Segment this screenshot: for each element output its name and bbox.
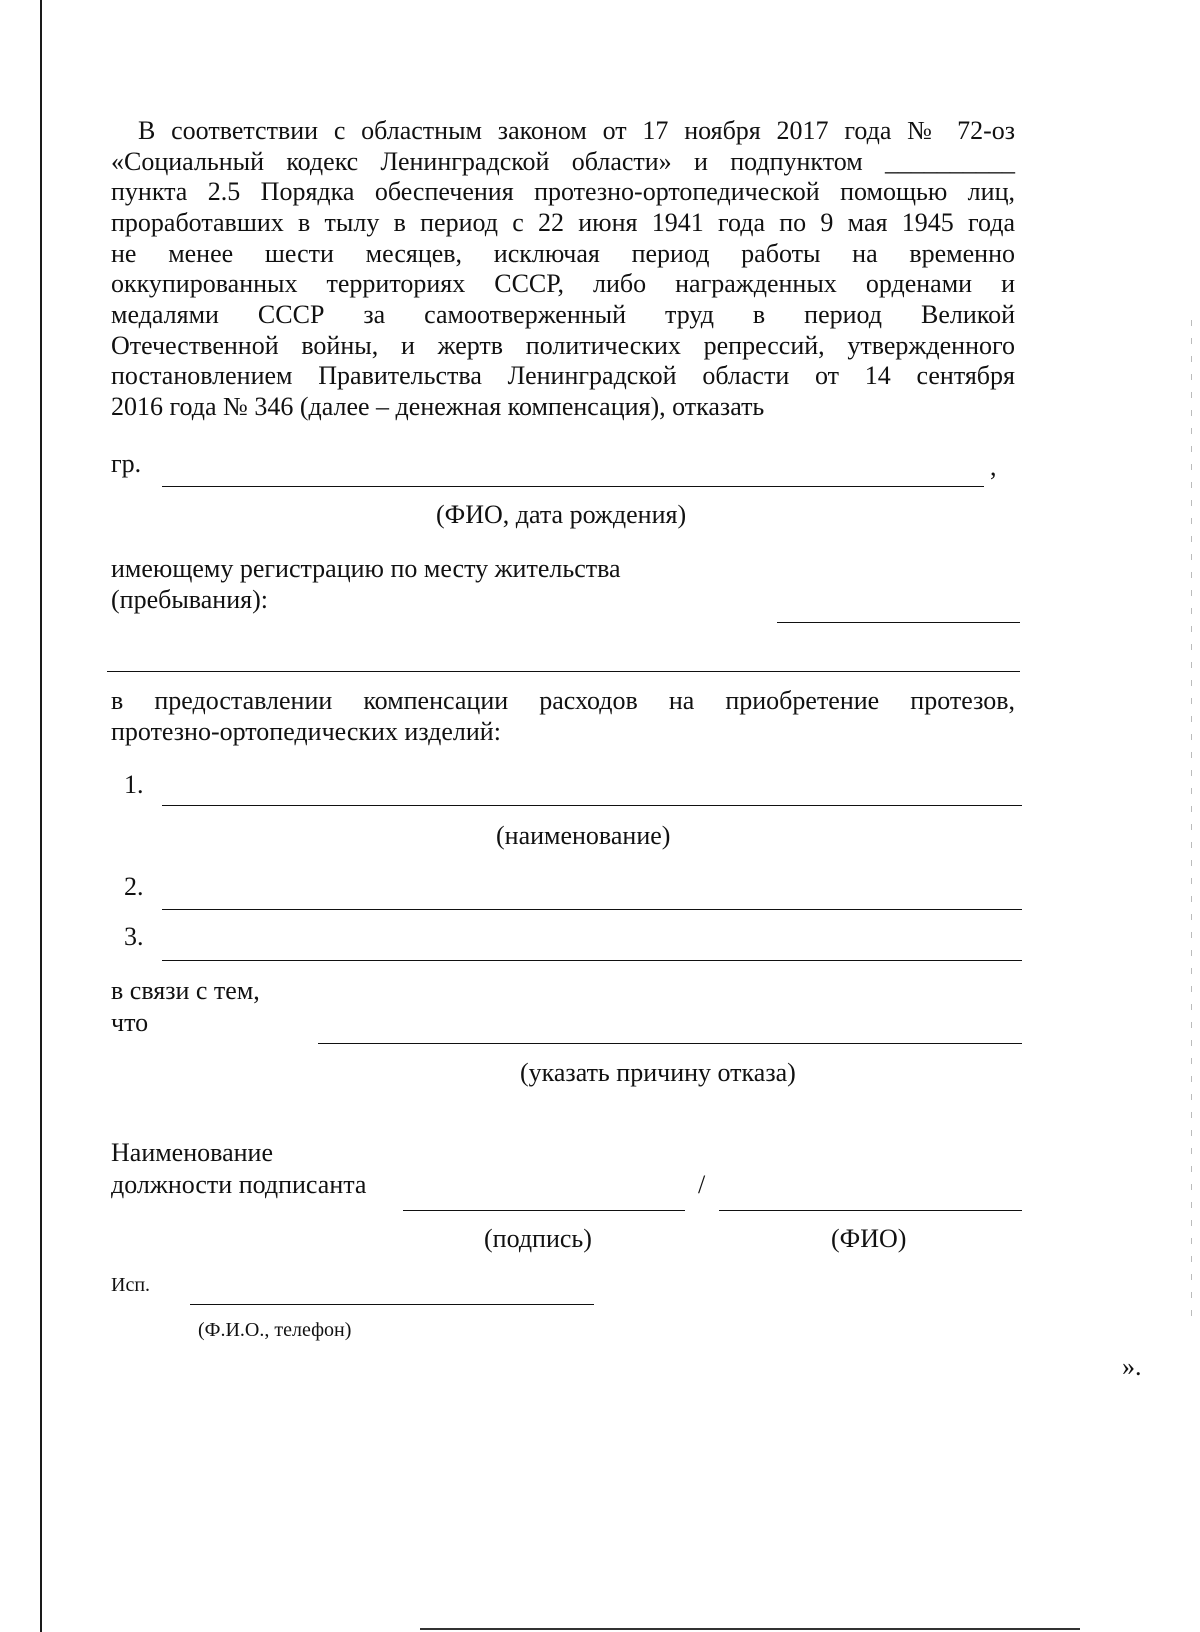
- item-caption: (наименование): [496, 821, 671, 850]
- preamble-line-4: проработавших в тылу в период с 22 июня 1941 года по 9 мая 1945 года: [111, 208, 1015, 237]
- signature-slash: /: [698, 1170, 706, 1199]
- closing-quote: ».: [1122, 1352, 1142, 1381]
- item-number-2: 2.: [124, 872, 144, 901]
- preamble-line-7: медалями СССР за самоотверженный труд в период Великой: [111, 300, 1015, 329]
- signature-caption: (подпись): [484, 1224, 592, 1253]
- item-number-3: 3.: [124, 922, 144, 951]
- executor-line: [190, 1304, 594, 1305]
- refusal-line-1: в предоставлении компенсации расходов на приобретение протезов,: [111, 686, 1015, 715]
- scan-edge-right: [1191, 320, 1192, 1320]
- citizen-comma: ,: [990, 452, 997, 481]
- executor-caption: (Ф.И.О., телефон): [198, 1319, 352, 1341]
- reason-line: [318, 1043, 1022, 1044]
- reason-line-1: в связи с тем,: [111, 976, 260, 1005]
- executor-label: Исп.: [111, 1274, 151, 1296]
- signer-position-line-1: Наименование: [111, 1138, 273, 1167]
- reason-line-2: что: [111, 1008, 149, 1037]
- registration-address-line-2: [107, 671, 1020, 672]
- preamble-line-2: «Социальный кодекс Ленинградской области» и подпунктом __________: [111, 147, 1015, 176]
- registration-address-line-1: [777, 622, 1020, 623]
- item-line-3: [162, 960, 1022, 961]
- citizen-prefix: гр.: [111, 449, 142, 478]
- registration-line-2: (пребывания):: [111, 585, 268, 614]
- preamble-line-6: оккупированных территориях СССР, либо награжденных орденами и: [111, 269, 1015, 298]
- scan-edge-bottom: [0, 1628, 1200, 1630]
- registration-line-1: имеющему регистрацию по месту жительства: [111, 554, 621, 583]
- preamble-line-1: В соответствии с областным законом от 17 ноября 2017 года № 72-оз: [138, 116, 1015, 145]
- item-line-2: [162, 909, 1022, 910]
- preamble-line-8: Отечественной войны, и жертв политических репрессий, утвержденного: [111, 331, 1015, 360]
- signer-name-caption: (ФИО): [831, 1224, 907, 1253]
- signature-line: [403, 1210, 685, 1211]
- item-line-1: [162, 805, 1022, 806]
- reason-caption: (указать причину отказа): [520, 1058, 796, 1087]
- scan-edge-left: [40, 0, 42, 1632]
- signer-position-line-2: должности подписанта: [111, 1170, 367, 1199]
- refusal-line-2: протезно-ортопедических изделий:: [111, 717, 501, 746]
- preamble-line-9: постановлением Правительства Ленинградской области от 14 сентября: [111, 361, 1015, 390]
- signer-name-line: [719, 1210, 1022, 1211]
- citizen-name-line: [162, 486, 984, 487]
- preamble-line-5: не менее шести месяцев, исключая период работы на временно: [111, 239, 1015, 268]
- preamble-line-10: 2016 года № 346 (далее – денежная компенсация), отказать: [111, 392, 765, 421]
- item-number-1: 1.: [124, 770, 144, 799]
- citizen-caption: (ФИО, дата рождения): [436, 500, 687, 529]
- preamble-line-3: пункта 2.5 Порядка обеспечения протезно-ортопедической помощью лиц,: [111, 177, 1015, 206]
